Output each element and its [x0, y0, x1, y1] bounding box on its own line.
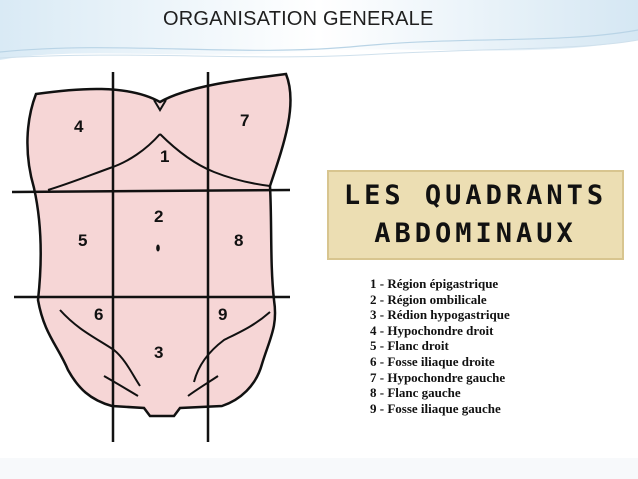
- region-label-1: 1: [160, 147, 170, 166]
- title-box-line-1: LES QUADRANTS: [343, 180, 608, 211]
- legend-item: 6 - Fosse iliaque droite: [370, 353, 495, 369]
- region-label-3: 3: [154, 343, 164, 362]
- legend-item: 1 - Région épigastrique: [370, 276, 499, 291]
- region-label-9: 9: [218, 305, 228, 324]
- region-label-7: 7: [240, 111, 250, 130]
- legend-item: 8 - Flanc gauche: [370, 385, 461, 401]
- region-label-5: 5: [78, 231, 88, 250]
- region-label-6: 6: [94, 305, 104, 324]
- legend-item: 5 - Flanc droit: [370, 338, 449, 354]
- quadrants-title-box: [327, 170, 624, 260]
- legend-item: 3 - Rédion hypogastrique: [370, 307, 510, 323]
- legend-item: 2 - Région ombilicale: [370, 291, 487, 307]
- torso-outline: [27, 74, 290, 416]
- legend-item: 4 - Hypochondre droit: [370, 322, 494, 338]
- title-box-line-2: ABDOMINAUX: [374, 218, 577, 249]
- legend-item: 7 - Hypochondre gauche: [370, 369, 506, 385]
- region-label-2: 2: [154, 207, 164, 226]
- slide-title: ORGANISATION GENERALE: [163, 8, 434, 30]
- regions-legend: [370, 276, 510, 416]
- footer-band: [0, 458, 638, 479]
- region-label-8: 8: [234, 231, 244, 250]
- abdominal-regions-diagram: [8, 64, 308, 454]
- legend-item: 9 - Fosse iliaque gauche: [370, 400, 501, 416]
- region-label-4: 4: [74, 117, 84, 136]
